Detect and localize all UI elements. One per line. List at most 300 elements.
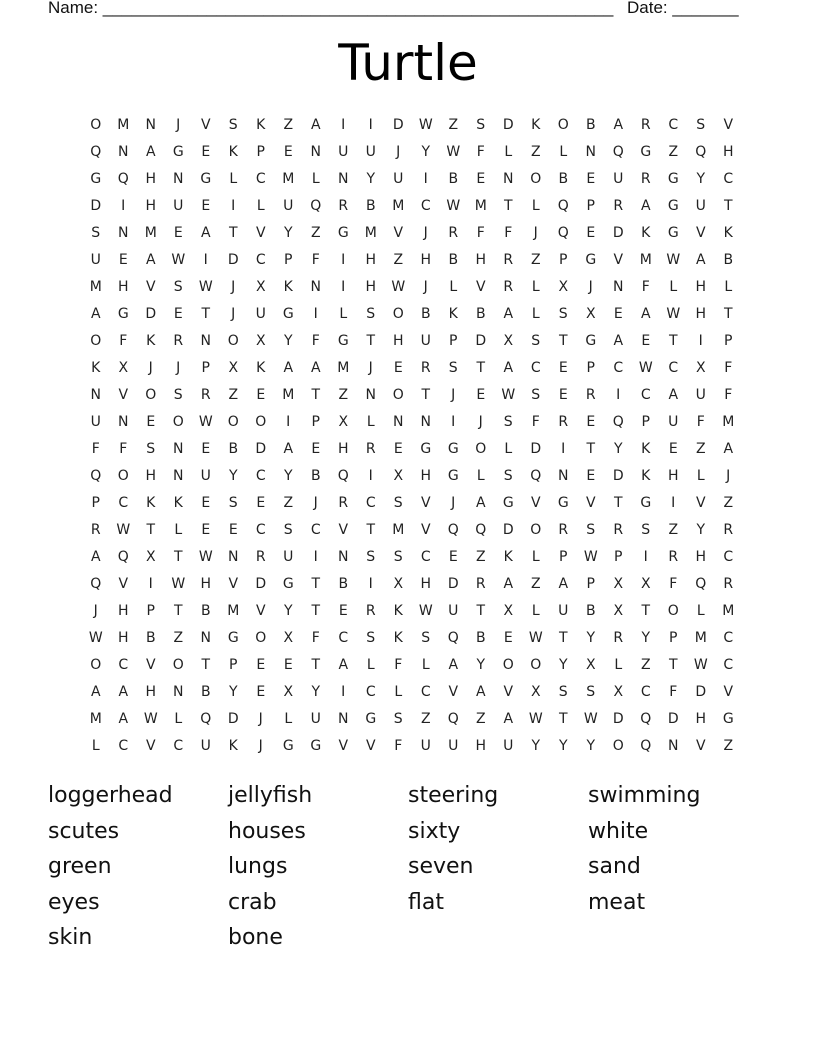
grid-letter[interactable]: V	[365, 737, 376, 754]
grid-letter[interactable]: H	[145, 170, 157, 187]
grid-letter[interactable]: W	[666, 251, 681, 268]
grid-letter[interactable]: A	[640, 305, 651, 322]
grid-letter[interactable]: Y	[586, 737, 596, 754]
grid-letter[interactable]: H	[117, 629, 129, 646]
grid-letter[interactable]: S	[503, 413, 513, 430]
grid-letter[interactable]: V	[393, 224, 404, 241]
grid-letter[interactable]: K	[228, 737, 238, 754]
grid-letter[interactable]: Q	[337, 467, 349, 484]
grid-letter[interactable]: E	[256, 386, 266, 403]
grid-letter[interactable]: B	[558, 170, 569, 187]
grid-letter[interactable]: G	[282, 575, 294, 592]
grid-letter[interactable]: U	[200, 467, 211, 484]
grid-letter[interactable]: Q	[447, 629, 459, 646]
grid-letter[interactable]: R	[338, 197, 349, 214]
grid-letter[interactable]: D	[392, 116, 404, 133]
grid-letter[interactable]: Q	[557, 224, 569, 241]
grid-letter[interactable]: S	[173, 278, 183, 295]
grid-letter[interactable]: E	[586, 224, 596, 241]
grid-letter[interactable]: Y	[228, 683, 238, 700]
grid-letter[interactable]: T	[366, 521, 376, 538]
grid-letter[interactable]: G	[337, 332, 349, 349]
grid-letter[interactable]: C	[530, 359, 541, 376]
grid-letter[interactable]: R	[90, 521, 101, 538]
grid-letter[interactable]: K	[256, 116, 266, 133]
grid-letter[interactable]: U	[365, 143, 376, 160]
grid-letter[interactable]: P	[559, 251, 568, 268]
grid-letter[interactable]: F	[394, 656, 403, 673]
grid-letter[interactable]: N	[393, 413, 404, 430]
grid-letter[interactable]: W	[583, 548, 598, 565]
grid-letter[interactable]: K	[146, 332, 156, 349]
grid-letter[interactable]: I	[121, 197, 126, 214]
grid-letter[interactable]: G	[640, 494, 652, 511]
grid-letter[interactable]: J	[588, 278, 593, 295]
grid-letter[interactable]: Y	[366, 170, 376, 187]
grid-letter[interactable]: A	[475, 683, 486, 700]
grid-letter[interactable]: E	[558, 386, 568, 403]
grid-letter[interactable]: F	[641, 278, 650, 295]
grid-letter[interactable]: H	[145, 683, 157, 700]
grid-letter[interactable]: O	[612, 737, 624, 754]
grid-letter[interactable]: A	[90, 683, 101, 700]
grid-letter[interactable]: V	[145, 656, 156, 673]
grid-letter[interactable]: W	[693, 656, 708, 673]
grid-letter[interactable]: I	[671, 494, 676, 511]
grid-letter[interactable]: I	[616, 386, 621, 403]
grid-letter[interactable]: I	[368, 575, 373, 592]
grid-letter[interactable]: E	[558, 359, 568, 376]
grid-letter[interactable]: O	[172, 656, 184, 673]
grid-letter[interactable]: V	[723, 683, 734, 700]
grid-letter[interactable]: T	[558, 629, 568, 646]
grid-letter[interactable]: E	[586, 413, 596, 430]
grid-letter[interactable]: L	[724, 278, 733, 295]
grid-letter[interactable]: Z	[530, 575, 541, 592]
grid-letter[interactable]: J	[258, 710, 263, 727]
grid-letter[interactable]: A	[118, 710, 129, 727]
grid-letter[interactable]: V	[145, 278, 156, 295]
grid-letter[interactable]: R	[640, 170, 651, 187]
grid-letter[interactable]: E	[503, 629, 513, 646]
grid-letter[interactable]: B	[145, 629, 156, 646]
grid-letter[interactable]: L	[531, 197, 540, 214]
grid-letter[interactable]: Z	[310, 224, 321, 241]
grid-letter[interactable]: H	[722, 143, 734, 160]
grid-letter[interactable]: O	[145, 386, 157, 403]
grid-letter[interactable]: E	[476, 386, 486, 403]
grid-letter[interactable]: G	[310, 737, 322, 754]
grid-letter[interactable]: E	[201, 440, 211, 457]
grid-letter[interactable]: O	[392, 305, 404, 322]
grid-letter[interactable]: H	[420, 251, 432, 268]
grid-letter[interactable]: B	[200, 683, 211, 700]
grid-letter[interactable]: G	[117, 305, 129, 322]
grid-letter[interactable]: Z	[283, 494, 294, 511]
grid-letter[interactable]: Z	[448, 116, 459, 133]
grid-letter[interactable]: D	[145, 305, 157, 322]
grid-letter[interactable]: R	[475, 575, 486, 592]
grid-letter[interactable]: B	[585, 116, 596, 133]
grid-letter[interactable]: M	[722, 602, 735, 619]
grid-letter[interactable]: B	[310, 467, 321, 484]
grid-letter[interactable]: L	[696, 602, 705, 619]
grid-letter[interactable]: Y	[641, 629, 651, 646]
grid-letter[interactable]: S	[448, 359, 458, 376]
grid-letter[interactable]: O	[90, 332, 102, 349]
grid-letter[interactable]: O	[255, 413, 267, 430]
grid-letter[interactable]: S	[228, 494, 238, 511]
grid-letter[interactable]: U	[255, 305, 266, 322]
grid-letter[interactable]: A	[90, 305, 101, 322]
grid-letter[interactable]: A	[723, 440, 734, 457]
grid-letter[interactable]: Y	[531, 737, 541, 754]
grid-letter[interactable]: G	[585, 332, 597, 349]
grid-letter[interactable]: H	[392, 332, 404, 349]
grid-letter[interactable]: L	[504, 143, 513, 160]
grid-letter[interactable]: E	[256, 683, 266, 700]
grid-letter[interactable]: E	[256, 494, 266, 511]
grid-letter[interactable]: R	[668, 548, 679, 565]
grid-letter[interactable]: A	[503, 575, 514, 592]
grid-letter[interactable]: Q	[612, 143, 624, 160]
grid-letter[interactable]: G	[667, 197, 679, 214]
grid-letter[interactable]: K	[393, 602, 403, 619]
grid-letter[interactable]: E	[173, 305, 183, 322]
grid-letter[interactable]: C	[668, 116, 679, 133]
grid-letter[interactable]: P	[559, 548, 568, 565]
grid-letter[interactable]: I	[313, 548, 318, 565]
grid-letter[interactable]: A	[90, 548, 101, 565]
grid-letter[interactable]: G	[90, 170, 102, 187]
grid-letter[interactable]: S	[558, 683, 568, 700]
grid-letter[interactable]: R	[255, 548, 266, 565]
grid-letter[interactable]: Y	[283, 602, 293, 619]
grid-letter[interactable]: B	[338, 575, 349, 592]
grid-letter[interactable]: I	[698, 332, 703, 349]
grid-letter[interactable]: J	[148, 359, 153, 376]
grid-letter[interactable]: C	[310, 521, 321, 538]
grid-letter[interactable]: G	[502, 494, 514, 511]
grid-letter[interactable]: D	[612, 224, 624, 241]
grid-letter[interactable]: A	[475, 494, 486, 511]
grid-letter[interactable]: S	[586, 521, 596, 538]
grid-letter[interactable]: B	[365, 197, 376, 214]
grid-letter[interactable]: W	[528, 629, 543, 646]
grid-letter[interactable]: X	[145, 548, 156, 565]
grid-letter[interactable]: T	[476, 359, 486, 376]
grid-letter[interactable]: U	[173, 197, 184, 214]
grid-letter[interactable]: F	[311, 629, 320, 646]
grid-letter[interactable]: Y	[283, 467, 293, 484]
grid-letter[interactable]: Z	[475, 548, 486, 565]
grid-letter[interactable]: R	[613, 197, 624, 214]
grid-letter[interactable]: B	[448, 251, 459, 268]
grid-letter[interactable]: T	[668, 656, 678, 673]
grid-letter[interactable]: W	[638, 359, 653, 376]
grid-letter[interactable]: N	[365, 386, 376, 403]
grid-letter[interactable]: Q	[310, 197, 322, 214]
grid-letter[interactable]: J	[423, 278, 428, 295]
grid-letter[interactable]: O	[117, 467, 129, 484]
grid-letter[interactable]: K	[503, 548, 513, 565]
grid-letter[interactable]: Z	[640, 656, 651, 673]
grid-letter[interactable]: X	[613, 575, 624, 592]
grid-letter[interactable]: D	[695, 683, 707, 700]
grid-letter[interactable]: V	[475, 278, 486, 295]
grid-letter[interactable]: N	[118, 224, 129, 241]
grid-letter[interactable]: F	[394, 737, 403, 754]
grid-letter[interactable]: N	[118, 413, 129, 430]
grid-letter[interactable]: M	[392, 521, 405, 538]
grid-letter[interactable]: N	[310, 278, 321, 295]
grid-letter[interactable]: M	[474, 197, 487, 214]
grid-letter[interactable]: E	[613, 305, 623, 322]
grid-letter[interactable]: B	[475, 305, 486, 322]
grid-letter[interactable]: T	[723, 305, 733, 322]
grid-letter[interactable]: A	[283, 359, 294, 376]
grid-letter[interactable]: J	[726, 467, 731, 484]
grid-letter[interactable]: F	[476, 224, 485, 241]
grid-letter[interactable]: D	[227, 710, 239, 727]
grid-letter[interactable]: Q	[447, 521, 459, 538]
grid-letter[interactable]: H	[365, 278, 377, 295]
grid-letter[interactable]: E	[338, 602, 348, 619]
grid-letter[interactable]: Z	[530, 143, 541, 160]
grid-letter[interactable]: U	[448, 737, 459, 754]
grid-letter[interactable]: O	[90, 116, 102, 133]
grid-letter[interactable]: L	[559, 143, 568, 160]
grid-letter[interactable]: C	[420, 197, 431, 214]
grid-letter[interactable]: T	[668, 332, 678, 349]
grid-letter[interactable]: Q	[90, 467, 102, 484]
grid-letter[interactable]: E	[311, 440, 321, 457]
grid-letter[interactable]: I	[451, 413, 456, 430]
grid-letter[interactable]: T	[146, 521, 156, 538]
grid-letter[interactable]: U	[558, 602, 569, 619]
grid-letter[interactable]: J	[313, 494, 318, 511]
grid-letter[interactable]: S	[531, 332, 541, 349]
grid-letter[interactable]: N	[173, 170, 184, 187]
grid-letter[interactable]: I	[148, 575, 153, 592]
grid-letter[interactable]: L	[531, 548, 540, 565]
grid-letter[interactable]: M	[364, 224, 377, 241]
grid-letter[interactable]: V	[338, 737, 349, 754]
grid-letter[interactable]: T	[558, 332, 568, 349]
grid-letter[interactable]: T	[228, 224, 238, 241]
grid-letter[interactable]: U	[90, 251, 101, 268]
grid-letter[interactable]: Q	[530, 467, 542, 484]
grid-letter[interactable]: G	[365, 710, 377, 727]
grid-letter[interactable]: P	[284, 251, 293, 268]
grid-letter[interactable]: Z	[668, 143, 679, 160]
grid-letter[interactable]: W	[583, 710, 598, 727]
grid-letter[interactable]: V	[420, 494, 431, 511]
grid-letter[interactable]: T	[586, 440, 596, 457]
grid-letter[interactable]: Y	[696, 170, 706, 187]
grid-letter[interactable]: P	[669, 629, 678, 646]
grid-letter[interactable]: D	[612, 467, 624, 484]
grid-letter[interactable]: G	[337, 224, 349, 241]
grid-letter[interactable]: W	[666, 305, 681, 322]
grid-letter[interactable]: S	[421, 629, 431, 646]
grid-letter[interactable]: H	[475, 251, 487, 268]
grid-letter[interactable]: K	[146, 494, 156, 511]
grid-letter[interactable]: W	[198, 548, 213, 565]
grid-letter[interactable]: R	[173, 332, 184, 349]
grid-letter[interactable]: V	[118, 575, 129, 592]
grid-letter[interactable]: R	[613, 521, 624, 538]
grid-letter[interactable]: Z	[723, 737, 734, 754]
grid-letter[interactable]: E	[283, 656, 293, 673]
grid-letter[interactable]: E	[586, 170, 596, 187]
grid-letter[interactable]: X	[118, 359, 129, 376]
grid-letter[interactable]: H	[337, 440, 349, 457]
grid-letter[interactable]: R	[503, 278, 514, 295]
grid-letter[interactable]: S	[503, 467, 513, 484]
grid-letter[interactable]: T	[421, 386, 431, 403]
grid-letter[interactable]: E	[641, 332, 651, 349]
grid-letter[interactable]: Y	[696, 521, 706, 538]
grid-letter[interactable]: E	[118, 251, 128, 268]
grid-letter[interactable]: P	[586, 575, 595, 592]
grid-letter[interactable]: J	[478, 413, 483, 430]
grid-letter[interactable]: U	[503, 737, 514, 754]
grid-letter[interactable]: L	[366, 656, 375, 673]
grid-letter[interactable]: P	[724, 332, 733, 349]
grid-letter[interactable]: E	[201, 143, 211, 160]
grid-letter[interactable]: Q	[557, 197, 569, 214]
grid-letter[interactable]: Y	[476, 656, 486, 673]
grid-letter[interactable]: E	[201, 521, 211, 538]
grid-letter[interactable]: L	[366, 413, 375, 430]
grid-letter[interactable]: Z	[393, 251, 404, 268]
grid-letter[interactable]: T	[173, 548, 183, 565]
grid-letter[interactable]: D	[502, 116, 514, 133]
grid-letter[interactable]: U	[613, 170, 624, 187]
grid-letter[interactable]: G	[640, 143, 652, 160]
grid-letter[interactable]: H	[200, 575, 212, 592]
grid-letter[interactable]: A	[310, 359, 321, 376]
grid-letter[interactable]: G	[447, 467, 459, 484]
grid-letter[interactable]: V	[255, 224, 266, 241]
grid-letter[interactable]: O	[172, 413, 184, 430]
grid-letter[interactable]: N	[668, 737, 679, 754]
grid-letter[interactable]: A	[145, 251, 156, 268]
grid-letter[interactable]: C	[255, 467, 266, 484]
grid-letter[interactable]: X	[695, 359, 706, 376]
grid-letter[interactable]: I	[643, 548, 648, 565]
grid-letter[interactable]: J	[396, 143, 401, 160]
grid-letter[interactable]: N	[173, 440, 184, 457]
grid-letter[interactable]: R	[338, 494, 349, 511]
grid-letter[interactable]: N	[338, 710, 349, 727]
grid-letter[interactable]: H	[365, 251, 377, 268]
grid-letter[interactable]: O	[530, 170, 542, 187]
grid-letter[interactable]: D	[475, 332, 487, 349]
grid-letter[interactable]: D	[530, 440, 542, 457]
grid-letter[interactable]: R	[585, 386, 596, 403]
grid-letter[interactable]: P	[146, 602, 155, 619]
grid-letter[interactable]: P	[449, 332, 458, 349]
grid-letter[interactable]: U	[420, 737, 431, 754]
grid-letter[interactable]: E	[668, 440, 678, 457]
grid-letter[interactable]: Z	[173, 629, 184, 646]
grid-letter[interactable]: U	[695, 386, 706, 403]
grid-letter[interactable]: Y	[558, 737, 568, 754]
grid-letter[interactable]: U	[283, 197, 294, 214]
grid-letter[interactable]: I	[368, 467, 373, 484]
grid-letter[interactable]: O	[667, 602, 679, 619]
grid-letter[interactable]: X	[613, 602, 624, 619]
grid-letter[interactable]: G	[557, 494, 569, 511]
grid-letter[interactable]: N	[173, 467, 184, 484]
grid-letter[interactable]: P	[229, 656, 238, 673]
grid-letter[interactable]: R	[723, 521, 734, 538]
grid-letter[interactable]: J	[93, 602, 98, 619]
grid-letter[interactable]: L	[531, 305, 540, 322]
grid-letter[interactable]: M	[144, 224, 157, 241]
grid-letter[interactable]: U	[90, 413, 101, 430]
grid-letter[interactable]: J	[451, 494, 456, 511]
grid-letter[interactable]: E	[173, 224, 183, 241]
grid-letter[interactable]: W	[116, 521, 131, 538]
grid-letter[interactable]: F	[669, 683, 678, 700]
grid-letter[interactable]: S	[586, 683, 596, 700]
grid-letter[interactable]: B	[448, 170, 459, 187]
grid-letter[interactable]: I	[341, 278, 346, 295]
grid-letter[interactable]: X	[393, 575, 404, 592]
grid-letter[interactable]: N	[228, 548, 239, 565]
grid-letter[interactable]: H	[420, 467, 432, 484]
grid-letter[interactable]: Z	[283, 116, 294, 133]
grid-letter[interactable]: R	[640, 116, 651, 133]
grid-letter[interactable]: U	[310, 710, 321, 727]
grid-letter[interactable]: P	[586, 197, 595, 214]
grid-letter[interactable]: Z	[723, 494, 734, 511]
grid-letter[interactable]: P	[91, 494, 100, 511]
grid-letter[interactable]: X	[283, 683, 294, 700]
grid-letter[interactable]: G	[667, 224, 679, 241]
grid-letter[interactable]: H	[695, 278, 707, 295]
grid-letter[interactable]: U	[695, 197, 706, 214]
grid-letter[interactable]: Y	[311, 683, 321, 700]
grid-letter[interactable]: K	[173, 494, 183, 511]
grid-letter[interactable]: I	[423, 170, 428, 187]
grid-letter[interactable]: F	[696, 413, 705, 430]
grid-letter[interactable]: E	[228, 521, 238, 538]
grid-letter[interactable]: E	[586, 467, 596, 484]
grid-letter[interactable]: V	[228, 575, 239, 592]
grid-letter[interactable]: I	[341, 116, 346, 133]
grid-letter[interactable]: N	[585, 143, 596, 160]
grid-letter[interactable]: B	[420, 305, 431, 322]
grid-letter[interactable]: N	[338, 548, 349, 565]
grid-letter[interactable]: G	[420, 440, 432, 457]
grid-letter[interactable]: S	[366, 305, 376, 322]
grid-letter[interactable]: O	[530, 656, 542, 673]
grid-letter[interactable]: D	[667, 710, 679, 727]
grid-letter[interactable]: A	[118, 683, 129, 700]
grid-letter[interactable]: N	[558, 467, 569, 484]
grid-letter[interactable]: G	[447, 440, 459, 457]
grid-letter[interactable]: V	[723, 116, 734, 133]
grid-letter[interactable]: D	[255, 440, 267, 457]
grid-letter[interactable]: L	[284, 710, 293, 727]
grid-letter[interactable]: Y	[613, 440, 623, 457]
grid-letter[interactable]: W	[418, 116, 433, 133]
grid-letter[interactable]: R	[365, 440, 376, 457]
